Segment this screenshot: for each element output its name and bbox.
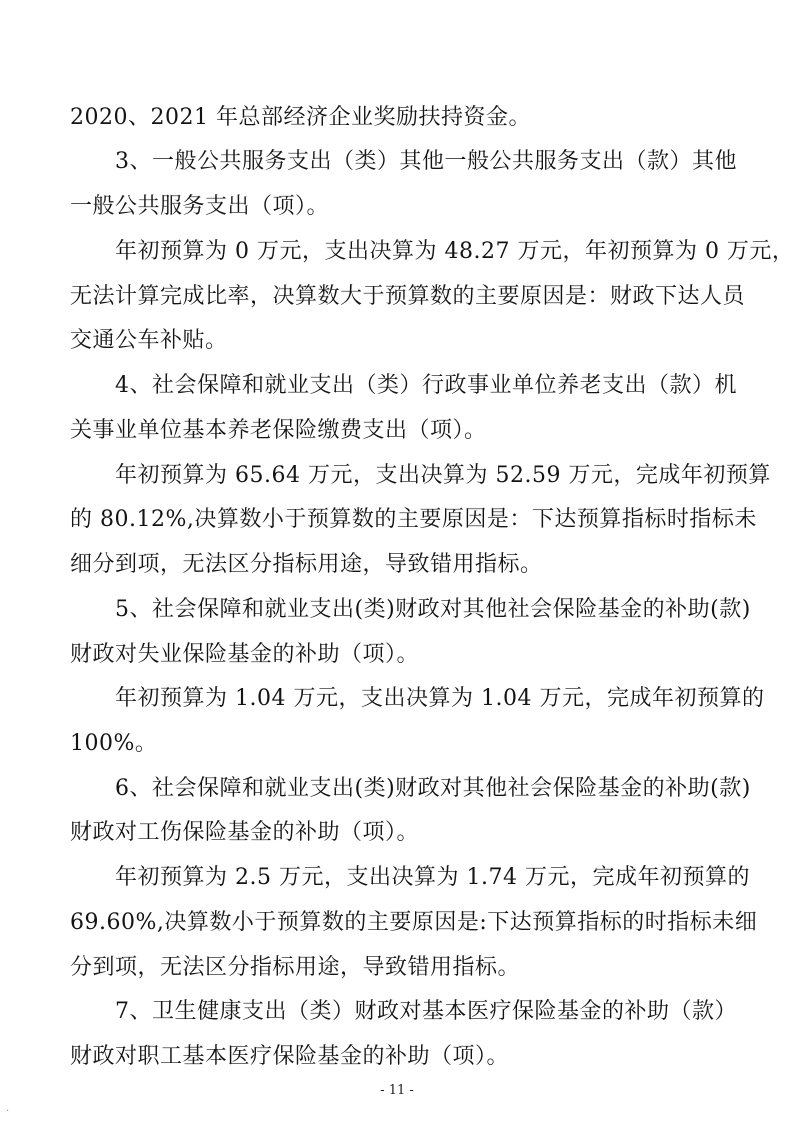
paragraph-line: 交通公车补贴。	[70, 328, 228, 353]
paragraph-line: 年初预算为 1.04 万元，支出决算为 1.04 万元，完成年初预算的	[115, 686, 765, 711]
paragraph-line: 无法计算完成比率，决算数大于预算数的主要原因是：财政下达人员	[70, 284, 746, 309]
paragraph-line: 分到项，无法区分指标用途，导致错用指标。	[70, 955, 521, 980]
scan-mark: .	[6, 1103, 10, 1114]
section-heading-6: 6、社会保障和就业支出(类)财政对其他社会保险基金的补助(款)	[115, 776, 751, 801]
section-heading-6-continued: 财政对工伤保险基金的补助（项）。	[70, 820, 420, 845]
section-heading-3: 3、一般公共服务支出（类）其他一般公共服务支出（款）其他	[115, 149, 737, 174]
section-heading-5-continued: 财政对失业保险基金的补助（项）。	[70, 642, 420, 667]
paragraph-line: 69.60%,决算数小于预算数的主要原因是:下达预算指标的时指标未细	[70, 910, 758, 935]
section-heading-5: 5、社会保障和就业支出(类)财政对其他社会保险基金的补助(款)	[115, 597, 751, 622]
section-heading-4-continued: 关事业单位基本养老保险缴费支出（项）。	[70, 418, 487, 443]
paragraph-line: 细分到项，无法区分指标用途，导致错用指标。	[70, 552, 543, 577]
paragraph-line: 的 80.12%,决算数小于预算数的主要原因是：下达预算指标时指标未	[70, 507, 757, 532]
paragraph-line: 年初预算为 0 万元，支出决算为 48.27 万元，年初预算为 0 万元，	[115, 239, 794, 264]
page-number: - 11 -	[380, 1083, 414, 1098]
section-heading-7-continued: 财政对职工基本医疗保险基金的补助（项）。	[70, 1044, 510, 1069]
section-heading-3-continued: 一般公共服务支出（项）。	[70, 194, 330, 219]
paragraph-line: 年初预算为 65.64 万元，支出决算为 52.59 万元，完成年初预算	[115, 463, 771, 488]
section-heading-7: 7、卫生健康支出（类）财政对基本医疗保险基金的补助（款）	[115, 999, 737, 1024]
section-heading-4: 4、社会保障和就业支出（类）行政事业单位养老支出（款）机	[115, 373, 737, 398]
paragraph-line: 年初预算为 2.5 万元，支出决算为 1.74 万元，完成年初预算的	[115, 865, 750, 890]
paragraph-line: 2020、2021 年总部经济企业奖励扶持资金。	[70, 105, 531, 130]
paragraph-line: 100%。	[70, 731, 158, 756]
